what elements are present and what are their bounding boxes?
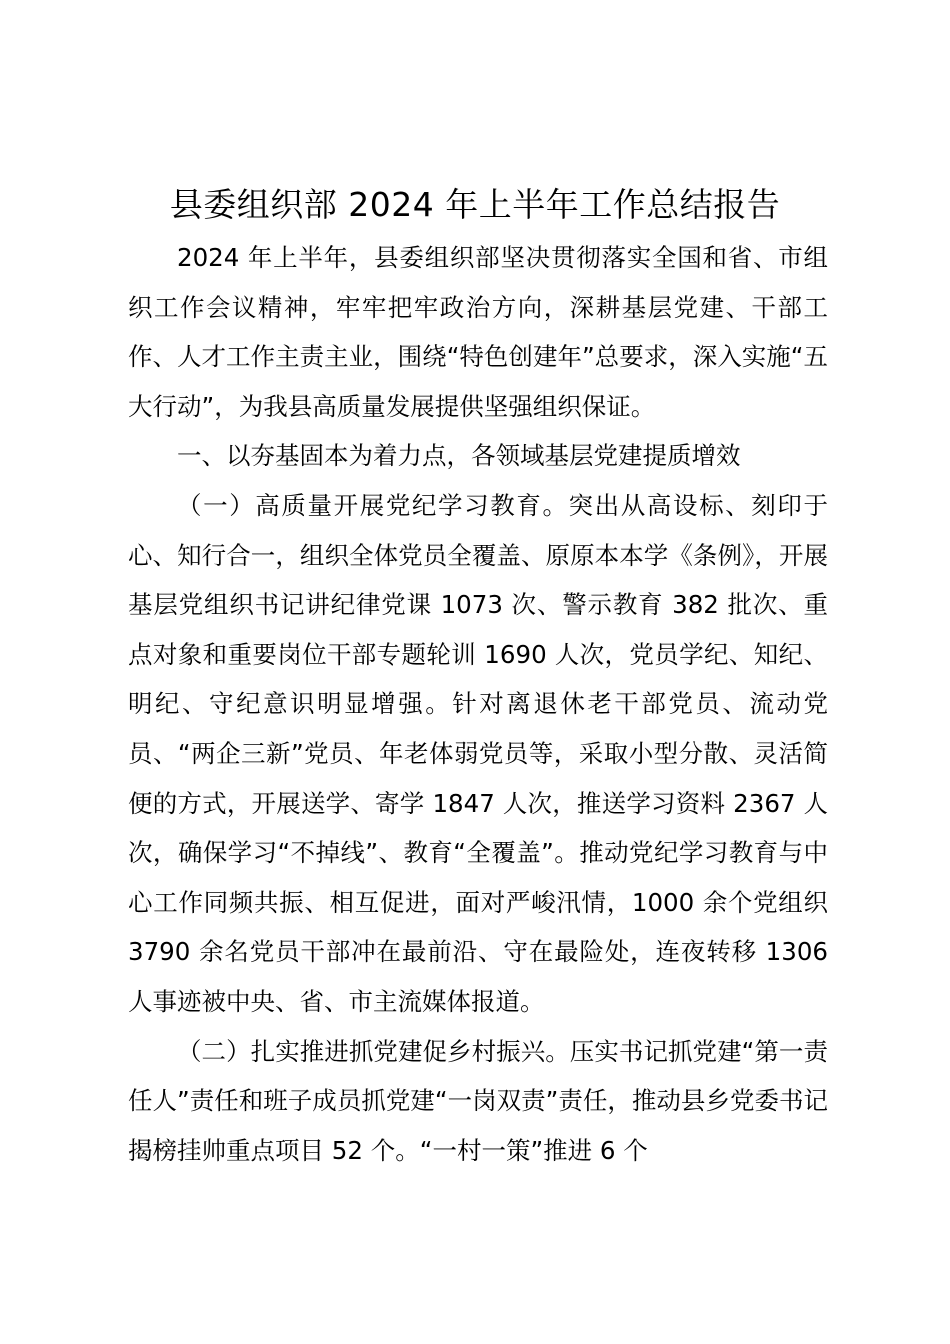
intro-paragraph: 2024 年上半年，县委组织部坚决贯彻落实全国和省、市组织工作会议精神，牢牢把牢政治方向，深耕基层党建、干部工作、人才工作主责主业，围绕“特色创建年”总要求，深入实施“五大行动”，为我县高质量发展提供坚强组织保证。 xyxy=(128,243,828,421)
document-title: 县委组织部 2024 年上半年工作总结报告 xyxy=(169,185,781,224)
subsection-paragraph-1: （一）高质量开展党纪学习教育。突出从高设标、刻印于心、知行合一，组织全体党员全覆盖、原原本本学《条例》，开展基层党组织书记讲纪律党课 1073 次、警示教育 382 批次、重点对象和重要岗位干部专题轮训 1690 人次，党员学纪、知纪、明纪、守纪意识明显增强。针对离退休老干部党员、流动党员、“两企三新”党员、年老体弱党员等，采取小型分散、灵活简便的方式，开展送学、寄学 1847 人次，推送学习资料 2367 人次，确保学习“不掉线”、教育“全覆盖”。推动党纪学习教育与中心工作同频共振、相互促进，面对严峻汛情，1000 余个党组织 3790 余名党员干部冲在最前沿、守在最险处，连夜转移 1306 人事迹被中央、省、市主流媒体报道。 xyxy=(128,490,828,1016)
section-heading-1: 一、以夯基固本为着力点，各领域基层党建提质增效 xyxy=(177,441,741,471)
subsection-paragraph-2: （二）扎实推进抓党建促乡村振兴。压实书记抓党建“第一责任人”责任和班子成员抓党建“一岗双责”责任，推动县乡党委书记揭榜挂帅重点项目 52 个。“一村一策”推进 6 个 xyxy=(128,1036,828,1165)
document-body xyxy=(128,233,828,1175)
